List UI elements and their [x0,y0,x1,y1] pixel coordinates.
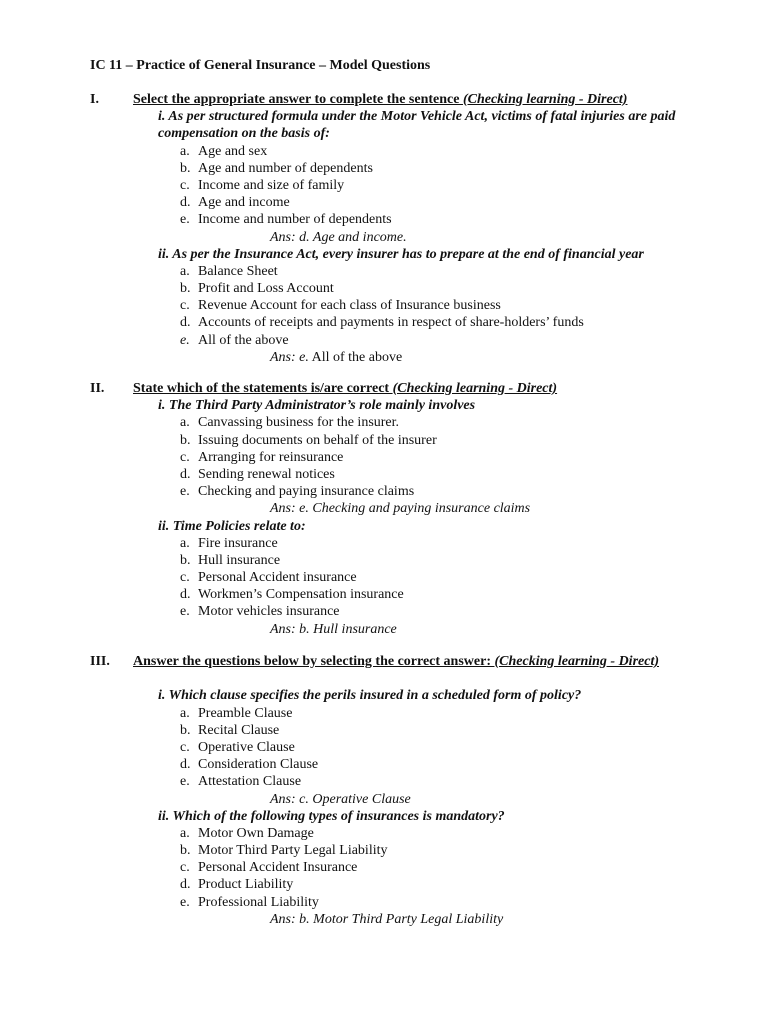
option-text: Issuing documents on behalf of the insurer [198,432,437,448]
option-text: Hull insurance [198,552,281,568]
option-text: Age and income [198,195,290,211]
section-3 [90,653,710,928]
question-text: i. The Third Party Administrator’s role mainly involves [158,398,476,414]
option-text: Profit and Loss Account [198,281,334,297]
section-tag: (Checking learning - Direct) [494,654,659,669]
answer [270,621,710,638]
option-text: Sending renewal notices [198,466,335,482]
option-text: Accounts of receipts and payments in respect of share-holders’ funds [198,315,584,331]
option-text: Professional Liability [198,894,319,910]
option-text: Consideration Clause [198,757,319,773]
answer-text: Ans: d. Age and income. [270,229,407,245]
option-text: Canvassing business for the insurer. [198,415,400,431]
option [90,314,710,331]
answer [270,911,710,928]
question-text: i. Which clause specifies the perils insured in a scheduled form of policy? [158,688,582,704]
option-label: c. [180,449,190,465]
option-label: e. [180,894,190,910]
section-tag: (Checking learning - Direct) [462,92,628,107]
option-label: b. [180,432,191,448]
option-text: Motor vehicles insurance [198,604,340,620]
question-text: ii. Time Policies relate to: [158,518,306,534]
option-label: a. [180,825,190,841]
section-number: II. [90,381,105,396]
question [90,397,710,517]
option [90,705,710,722]
option [90,552,710,569]
option-text: Income and number of dependents [198,212,392,228]
section-title [133,653,659,670]
option [90,535,710,552]
option [90,160,710,177]
option [90,263,710,280]
section-heading [90,380,710,397]
option [90,739,710,756]
option-list [90,143,710,229]
option-label: c. [180,177,190,193]
option-text: Operative Clause [198,739,295,755]
option-list [90,263,710,349]
option-label: b. [180,160,191,176]
section-number: III. [90,654,110,669]
option [90,177,710,194]
answer [270,229,710,246]
section-title-text: State which of the statements is/are correct [133,381,393,396]
answer-detail: All of the above [308,349,403,365]
option-text: Checking and paying insurance claims [198,484,415,500]
option-label: d. [180,877,191,893]
option-label: d. [180,466,191,482]
option-list [90,535,710,621]
option [90,211,710,228]
option-label: d. [180,757,191,773]
answer-text: Ans: b. Hull insurance [270,621,397,637]
option-label: e. [180,484,190,500]
answer [270,791,710,808]
option-label: b. [180,843,191,859]
option [90,756,710,773]
question [90,808,710,928]
option [90,483,710,500]
option-label: b. [180,722,191,738]
answer-text: Ans: e. Checking and paying insurance claims [270,501,531,517]
option [90,876,710,893]
option [90,466,710,483]
option-label: e. [180,212,190,228]
option-label: d. [180,195,191,211]
question-text: ii. As per the Insurance Act, every insurer has to prepare at the end of financial year [158,246,644,262]
answer [270,349,710,366]
answer [270,500,710,517]
option-text: All of the above [198,332,289,348]
option-text: Balance Sheet [198,263,278,279]
answer-text: Ans: e. [270,349,309,365]
option-text: Recital Clause [198,722,280,738]
question-text: ii. Which of the following types of insurances is mandatory? [158,808,505,824]
option-label: e. [180,604,190,620]
option-label: c. [180,570,190,586]
spacer [90,670,710,687]
option [90,280,710,297]
option-label: c. [180,860,190,876]
option-label: a. [180,535,190,551]
option-text: Age and number of dependents [198,160,373,176]
question-text: i. As per structured formula under the Motor Vehicle Act, victims of fatal injuries are paid compensation on the basis of: [158,109,676,142]
option-label: a. [180,705,190,721]
section-heading [90,653,710,670]
question [90,108,710,246]
section-title-text: Answer the questions below by selecting the correct answer: [133,654,495,669]
option [90,722,710,739]
option-text: Product Liability [198,877,294,893]
section-title [133,380,557,397]
section-title-text: Select the appropriate answer to complete the sentence [133,92,463,107]
option-text: Workmen’s Compensation insurance [198,587,404,603]
section-2 [90,380,710,638]
option-label: c. [180,298,190,314]
option-text: Arranging for reinsurance [198,449,344,465]
option-label: e. [180,332,190,348]
option-label: a. [180,263,190,279]
option [90,194,710,211]
option [90,449,710,466]
option-text: Personal Accident Insurance [198,860,358,876]
section-title [133,91,627,108]
section-heading [90,91,710,108]
document-title: IC 11 – Practice of General Insurance – Model Questions [90,58,431,73]
option [90,414,710,431]
option [90,859,710,876]
option-text: Age and sex [198,143,268,159]
answer-text: Ans: c. Operative Clause [270,791,411,807]
option-text: Motor Own Damage [198,825,314,841]
option-list [90,705,710,791]
option [90,894,710,911]
option-text: Revenue Account for each class of Insurance business [198,298,501,314]
section-1 [90,91,710,366]
option [90,432,710,449]
option-list [90,825,710,911]
option-text: Income and size of family [198,177,345,193]
option-label: e. [180,774,190,790]
option-label: d. [180,587,191,603]
option-text: Fire insurance [198,535,278,551]
question [90,246,710,366]
option [90,773,710,790]
section-tag: (Checking learning - Direct) [392,381,558,396]
section-number: I. [90,92,99,107]
option [90,569,710,586]
option [90,143,710,160]
option [90,586,710,603]
option-label: a. [180,143,190,159]
option-text: Motor Third Party Legal Liability [198,843,388,859]
option-label: b. [180,552,191,568]
option-list [90,414,710,500]
option [90,332,710,349]
option [90,842,710,859]
option-label: a. [180,415,190,431]
option-text: Personal Accident insurance [198,570,357,586]
option [90,297,710,314]
option-label: b. [180,281,191,297]
option-text: Preamble Clause [198,705,293,721]
option [90,825,710,842]
option-label: c. [180,739,190,755]
option-label: d. [180,315,191,331]
answer-text: Ans: b. Motor Third Party Legal Liability [270,911,504,927]
option [90,603,710,620]
question [90,687,710,807]
option-text: Attestation Clause [198,774,302,790]
question [90,518,710,638]
